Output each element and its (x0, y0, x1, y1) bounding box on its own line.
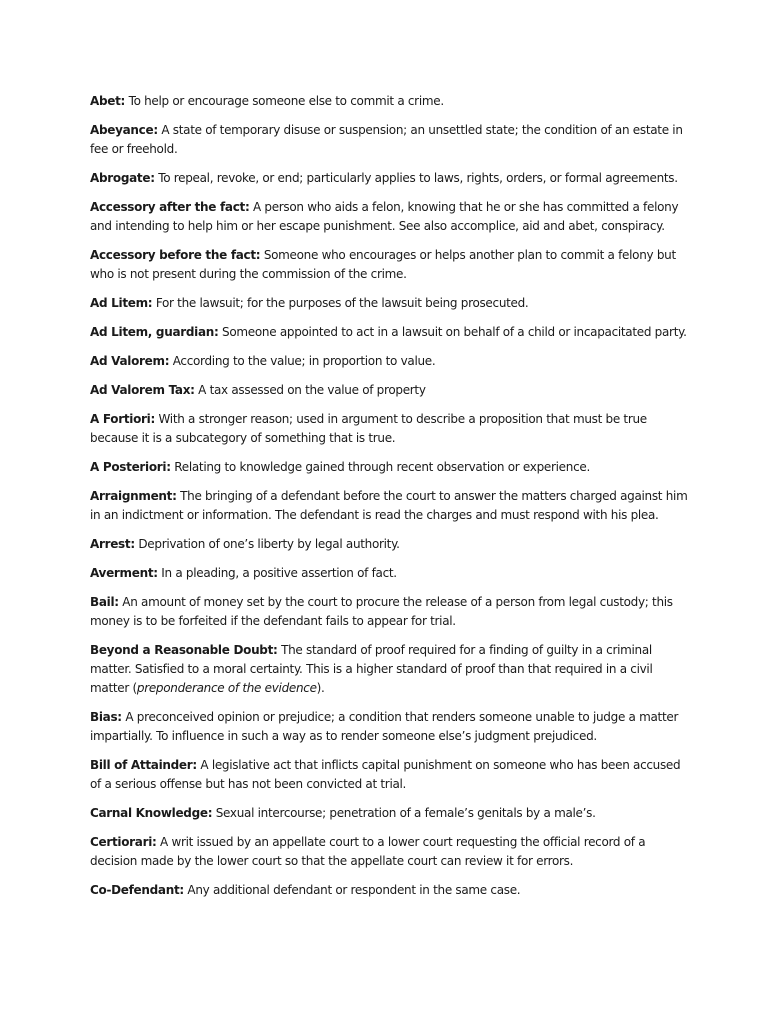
entry-term: Ad Litem, guardian: (90, 325, 219, 339)
glossary-entry-co-defendant (90, 881, 690, 900)
entry-term: Accessory after the fact: (90, 200, 250, 214)
glossary-entry-ad-litem-guardian (90, 323, 690, 342)
entry-term: Co-Defendant: (90, 883, 184, 897)
entry-definition: A state of temporary disuse or suspension; an unsettled state; the condition of an estate in fee or freehold. (90, 123, 683, 156)
entry-definition: Any additional defendant or respondent in the same case. (187, 883, 521, 897)
entry-definition: The bringing of a defendant before the court to answer the matters charged against him in an indictment or information. The defendant is read the charges and must respond with his plea. (90, 489, 688, 522)
entry-definition: A person who aids a felon, knowing that he or she has committed a felony and intending to help him or her escape punishment. See also accomplice, aid and abet, conspiracy. (90, 200, 679, 233)
entry-definition: In a pleading, a positive assertion of fact. (161, 566, 397, 580)
entry-term: A Posteriori: (90, 460, 171, 474)
entry-term: Arrest: (90, 537, 135, 551)
entry-term: Carnal Knowledge: (90, 806, 213, 820)
glossary-entry-bias (90, 708, 690, 746)
glossary-entry-accessory-after (90, 198, 690, 236)
entry-definition: A tax assessed on the value of property (198, 383, 426, 397)
glossary-entry-arrest (90, 535, 690, 554)
entry-definition-text: The standard of proof required for a finding of guilty in a criminal matter. Satisfied to a moral certainty. This is a higher standard of proof than that required in a civil matter ( (90, 643, 653, 695)
entry-term: Ad Litem: (90, 296, 153, 310)
entry-term: Abrogate: (90, 171, 155, 185)
entry-definition: Deprivation of one’s liberty by legal authority. (138, 537, 400, 551)
entry-definition: According to the value; in proportion to value. (172, 354, 436, 368)
entry-definition-italic: preponderance of the evidence (136, 681, 317, 695)
entry-term: Bill of Attainder: (90, 758, 197, 772)
glossary-entry-ad-valorem-tax (90, 381, 690, 400)
entry-definition: Relating to knowledge gained through recent observation or experience. (174, 460, 590, 474)
entry-definition: For the lawsuit; for the purposes of the lawsuit being prosecuted. (155, 296, 529, 310)
entry-term: Bail: (90, 595, 119, 609)
glossary-entry-a-fortiori (90, 410, 690, 448)
entry-definition: Someone who encourages or helps another plan to commit a felony but who is not present during the commission of the crime. (90, 248, 676, 281)
entry-term: Ad Valorem Tax: (90, 383, 195, 397)
entry-term: Beyond a Reasonable Doubt: (90, 643, 278, 657)
entry-term: Accessory before the fact: (90, 248, 261, 262)
glossary-entry-certiorari (90, 833, 690, 871)
entry-definition: With a stronger reason; used in argument to describe a proposition that must be true because it is a subcategory of something that is true. (90, 412, 647, 445)
entry-term: Ad Valorem: (90, 354, 170, 368)
entry-term: Averment: (90, 566, 158, 580)
entry-term: Abet: (90, 94, 126, 108)
entry-definition-after: ). (316, 681, 325, 695)
glossary-entry-accessory-before (90, 246, 690, 284)
glossary-entry-arraignment (90, 487, 690, 525)
glossary-entry-ad-valorem (90, 352, 690, 371)
glossary-entry-bail (90, 593, 690, 631)
entry-term: Bias: (90, 710, 122, 724)
glossary-entry-abet (90, 92, 690, 111)
entry-definition: Sexual intercourse; penetration of a female’s genitals by a male’s. (215, 806, 596, 820)
entry-term: Arraignment: (90, 489, 177, 503)
glossary-entry-bill-of-attainder (90, 756, 690, 794)
glossary-entry-reasonable-doubt (90, 641, 690, 698)
glossary-entry-abeyance (90, 121, 690, 159)
entry-definition: A writ issued by an appellate court to a lower court requesting the official record of a decision made by the lower court so that the appellate court can review it for errors. (90, 835, 646, 868)
glossary-entry-carnal-knowledge (90, 804, 690, 823)
entry-definition: Someone appointed to act in a lawsuit on behalf of a child or incapacitated party. (222, 325, 687, 339)
entry-definition: An amount of money set by the court to procure the release of a person from legal custody; this money is to be forfeited if the defendant fails to appear for trial. (90, 595, 673, 628)
glossary-entry-ad-litem (90, 294, 690, 313)
glossary-entry-a-posteriori (90, 458, 690, 477)
entry-definition: A preconceived opinion or prejudice; a condition that renders someone unable to judge a matter impartially. To influence in such a way as to render someone else’s judgment prejudiced. (90, 710, 679, 743)
entry-term: A Fortiori: (90, 412, 155, 426)
entry-definition: A legislative act that inflicts capital punishment on someone who has been accused of a serious offense but has not been convicted at trial. (90, 758, 681, 791)
entry-term: Certiorari: (90, 835, 157, 849)
glossary-entry-abrogate (90, 169, 690, 188)
entry-term: Abeyance: (90, 123, 158, 137)
glossary-entry-averment (90, 564, 690, 583)
entry-definition: To help or encourage someone else to commit a crime. (128, 94, 444, 108)
glossary-page (90, 92, 690, 910)
entry-definition: To repeal, revoke, or end; particularly applies to laws, rights, orders, or formal agreements. (158, 171, 678, 185)
